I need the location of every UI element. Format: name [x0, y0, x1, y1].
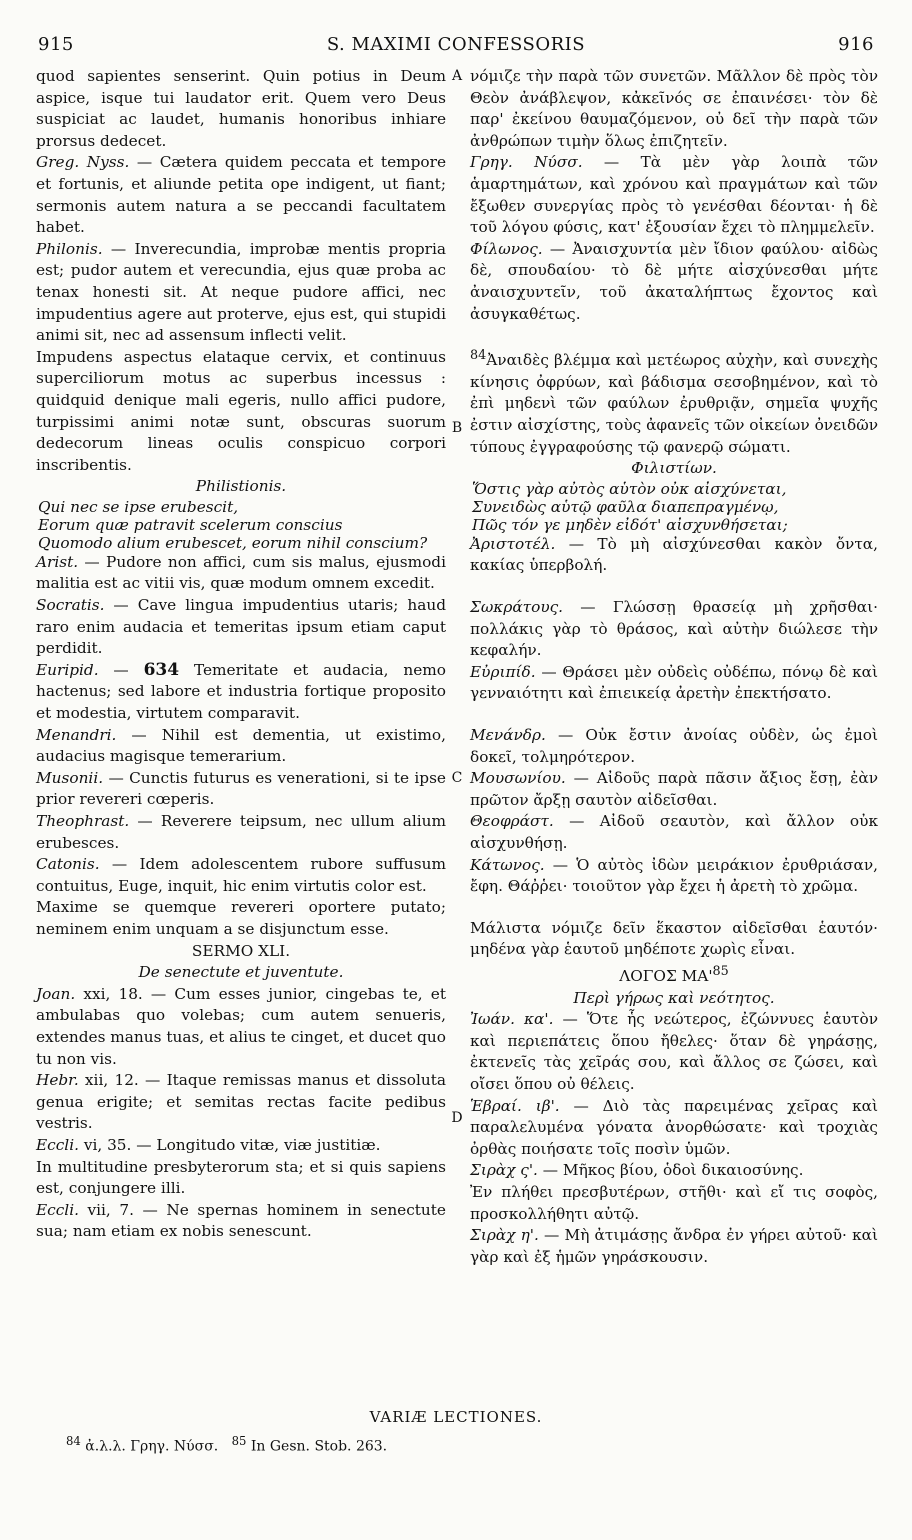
- verse-heading: Philistionis.: [195, 477, 287, 496]
- greek-paragraph: νόμιζε τὴν παρὰ τῶν συνετῶν. Μᾶλλον δὲ πρὸς τὸν Θεὸν ἀνάβλεψον, κἀκεῖνός σε ἐπαινέσει· τὸν δὲ παρ' ἐκείνου θαυμαζόμενον, οὐ δεῖ τὴν παρὰ τῶν ἀνθρώπων τιμὴν ὅλως ἐπιζητεῖν.: [470, 67, 878, 150]
- source-label: Catonis.: [36, 855, 100, 874]
- verse-line: Ὅστις γὰρ αὐτὸς αὑτὸν οὐκ αἰσχύνεται,: [472, 479, 787, 498]
- source-label: Theophrast.: [36, 812, 130, 830]
- latin-paragraph: quod sapientes senserint. Quin potius in Deum aspice, isque tui laudator erit. Quem vero Deus suspiciat ac laudet, humanis honoribus inhiare prorsus dedecet.: [36, 67, 446, 150]
- latin-paragraph: Eccli. vii, 7. — Ne spernas hominem in senectute sua; nam etiam ex nobis senescunt.: [36, 1200, 446, 1241]
- source-label: Euripid.: [36, 660, 99, 679]
- latin-paragraph: Eccli. vi, 35. — Longitudo vitæ, viæ justitiæ.: [36, 1135, 381, 1154]
- latin-paragraph: Arist. — Pudore non affici, cum sis malus, ejusmodi malitia est ac vitii vis, quæ modum omnem excedit.: [36, 552, 446, 593]
- verse-line: Qui nec se ipse erubescit,: [38, 497, 239, 516]
- margin-letter-d: D: [451, 1110, 463, 1126]
- source-label: Joan.: [36, 984, 76, 1003]
- source-label: Greg. Nyss.: [36, 153, 130, 172]
- latin-paragraph: Euripid. — 634 Temeritate et audacia, nemo hactenus; sed labore et industria fortique proposito et modestia, virtutem comparavit.: [36, 659, 446, 723]
- running-title: S. MAXIMI CONFESSORIS: [326, 34, 586, 55]
- verse-line: Συνειδὼς αὑτῷ φαῦλα διαπεπραγμένῳ,: [472, 497, 779, 516]
- source-label: Μενάνδρ.: [470, 725, 546, 744]
- left-page-number: 915: [38, 34, 74, 55]
- source-label: Socratis.: [36, 596, 105, 615]
- source-label: Σιρὰχ η'.: [470, 1226, 539, 1245]
- greek-paragraph: Κάτωνος. — Ὁ αὐτὸς ἰδὼν μειράκιον ἐρυθριάσαν, ἔφη. Θάῤῥει· τοιοῦτον γὰρ ἔχει ἡ ἀρετὴ τὸ χρῶμα.: [470, 855, 878, 896]
- right-page-number: 916: [838, 34, 874, 55]
- latin-paragraph: Catonis. — Idem adolescentem rubore suffusum contuitus, Euge, inquit, hic enim virtutis color est.: [36, 855, 446, 895]
- source-label: Κάτωνος.: [470, 855, 545, 874]
- greek-paragraph: Φίλωνος. — Ἀναισχυντία μὲν ἴδιον φαύλου· αἰδὼς δὲ, σπουδαίου· τὸ δὲ μήτε αἰσχύνεσθαι μήτε ἀναισχυντεῖν, τοῦ ἀκαταλήπτως ἔχοντος καὶ ἀσυγκαθέτως.: [470, 239, 878, 323]
- greek-paragraph: Μενάνδρ. — Οὐκ ἔστιν ἀνοίας οὐδὲν, ὡς ἐμοὶ δοκεῖ, τολμηρότερον.: [470, 725, 878, 766]
- source-label: Ἰωάν. κα'.: [470, 1010, 554, 1029]
- verse-line: Quomodo alium erubescet, eorum nihil conscium?: [38, 533, 428, 552]
- source-label: Εὐριπίδ.: [470, 662, 536, 681]
- logos-subtitle: Περὶ γήρως καὶ νεότητος.: [573, 988, 775, 1007]
- greek-paragraph: Σωκράτους. — Γλώσσῃ θρασείᾳ μὴ χρῆσθαι· πολλάκις γὰρ τὸ θράσος, καὶ αὐτὴν διώλεσε τὴν κεφαλήν.: [470, 597, 878, 660]
- source-label: Arist.: [36, 552, 79, 571]
- source-label: Menandri.: [36, 725, 117, 744]
- verse-line: Eorum quæ patravit scelerum conscius: [38, 515, 343, 534]
- source-label: Hebr.: [36, 1071, 79, 1090]
- footnote-number: 85: [231, 1434, 247, 1448]
- source-label: Θεοφράστ.: [470, 812, 554, 831]
- greek-column: [470, 66, 878, 1268]
- latin-paragraph: Impudens aspectus elataque cervix, et continuus superciliorum motus ac superbus incessus : quidquid denique mali egeris, nullo affici pudore, turpissimi animi notæ sunt, obscuras suorum dedecorum lineas oculis conspicuo corpori inscribentis.: [36, 347, 446, 474]
- latin-paragraph: In multitudine presbyterorum sta; et si quis sapiens est, conjungere illi.: [36, 1157, 446, 1198]
- variae-lectiones-title: VARIÆ LECTIONES.: [369, 1408, 543, 1426]
- greek-paragraph: Θεοφράστ. — Αἰδοῦ σεαυτὸν, καὶ ἄλλον οὐκ αἰσχυνθήσῃ.: [470, 812, 878, 852]
- sermon-subtitle: De senectute et juventute.: [138, 963, 344, 982]
- verse-heading: Φιλιστίων.: [631, 459, 717, 478]
- latin-column: [36, 66, 446, 1243]
- source-label: Γρηγ. Νύσσ.: [470, 153, 583, 172]
- footnote-ref: 84: [470, 348, 487, 364]
- source-label: Σιρὰχ ς'.: [470, 1161, 538, 1180]
- latin-paragraph: Joan. xxi, 18. — Cum esses junior, cingebas te, et ambulabas quo volebas; cum autem senueris, extendes manus tuas, et alius te cinget, et ducet quo tu non vis.: [36, 984, 446, 1068]
- footnote-number: 84: [66, 1434, 81, 1448]
- footnote-line: $^{84}$ ἀ.λ.λ. Γρηγ. Νύσσ. $^{85}$ In Gesn. Stob. 263.: [66, 1434, 388, 1455]
- source-label: Ἑβραί. ιβ'.: [470, 1096, 560, 1115]
- greek-paragraph: Σιρὰχ η'. — Μὴ ἀτιμάσῃς ἄνδρα ἐν γήρει αὐτοῦ· καὶ γὰρ καὶ ἐξ ἡμῶν γηράσκουσιν.: [470, 1226, 878, 1266]
- greek-paragraph: Ἰωάν. κα'. — Ὅτε ἧς νεώτερος, ἐζώννυες ἑαυτὸν καὶ περιεπάτεις ὅπου ἤθελες· ὅταν δὲ γηράσῃς, ἐκτενεῖς τὰς χεῖράς σου, καὶ ἄλλος σε ζώσει, καὶ οἴσει ὅπου οὐ θέλεις.: [470, 1010, 878, 1093]
- latin-paragraph: Theophrast. — Reverere teipsum, nec ullum alium erubesces.: [36, 812, 446, 852]
- latin-paragraph: Maxime se quemque revereri oportere putato; neminem enim unquam a se disjunctum esse.: [36, 898, 446, 938]
- margin-letter-b: B: [451, 420, 463, 436]
- column-number: 634: [143, 659, 180, 680]
- source-label: Musonii.: [36, 768, 104, 787]
- greek-paragraph: Ἐν πλήθει πρεσβυτέρων, στῆθι· καὶ εἴ τις σοφὸς, προσκολλήθητι αὐτῷ.: [470, 1182, 878, 1223]
- sermon-heading: SERMO XLI.: [191, 941, 291, 960]
- page-header: [38, 34, 874, 58]
- greek-paragraph: Ἀριστοτέλ. — Τὸ μὴ αἰσχύνεσθαι κακὸν ὄντα, κακίας ὑπερβολή.: [470, 534, 878, 575]
- source-label: Eccli.: [36, 1200, 79, 1219]
- source-label: Σωκράτους.: [470, 597, 564, 616]
- latin-paragraph: Hebr. xii, 12. — Itaque remissas manus et dissoluta genua erigite; et semitas rectas facite pedibus vestris.: [36, 1071, 446, 1133]
- verse-line: Πῶς τόν γε μηδὲν εἰδότ' αἰσχυνθήσεται;: [472, 515, 788, 534]
- source-label: Μουσωνίου.: [470, 769, 566, 788]
- greek-paragraph: Γρηγ. Νύσσ. — Τὰ μὲν γὰρ λοιπὰ τῶν ἁμαρτημάτων, καὶ χρόνου καὶ πραγμάτων καὶ τῶν ἔξωθεν συνεργίας πρὸς τὸ γενέσθαι δέονται· ἡ δὲ τοῦ λόγου φύσις, κατ' ἐξουσίαν ἔχει τὸ πλημμελεῖν.: [470, 153, 878, 237]
- source-label: Eccli.: [36, 1135, 79, 1154]
- latin-paragraph: Socratis. — Cave lingua impudentius utaris; haud raro enim audacia et temeritas ipsum etiam caput perdidit.: [36, 596, 446, 658]
- source-label: Ἀριστοτέλ.: [470, 534, 556, 553]
- greek-paragraph: Εὐριπίδ. — Θράσει μὲν οὐδεὶς οὐδέπω, πόνῳ δὲ καὶ γενναιότητι καὶ ἐπιεικείᾳ ἀρετὴν ἐπεκτήσατο.: [470, 662, 878, 703]
- greek-paragraph: Ἑβραί. ιβ'. — Διὸ τὰς παρειμένας χεῖρας καὶ παραλελυμένα γόνατα ἀνορθώσατε· καὶ τροχιὰς ὀρθὰς ποιήσατε τοῖς ποσὶν ὑμῶν.: [470, 1096, 878, 1158]
- margin-letter-c: C: [451, 770, 463, 786]
- margin-letter-a: A: [451, 68, 463, 84]
- greek-paragraph: Μάλιστα νόμιζε δεῖν ἕκαστον αἰδεῖσθαι ἑαυτόν· μηδένα γὰρ ἑαυτοῦ μηδέποτε χωρὶς εἶναι.: [470, 918, 878, 959]
- logos-heading: ΛΟΓΟΣ $MA'^{85}$: [619, 963, 729, 985]
- greek-paragraph: $^{84}$Ἀναιδὲς βλέμμα καὶ μετέωρος αὐχὴν, καὶ συνεχὴς κίνησις ὀφρύων, καὶ βάδισμα σεσοβημένον, καὶ τὸ ἐπὶ μηδενὶ τῶν φαύλων ἐρυθριᾷν, σημεῖα ψυχῆς ἐστιν αἰσχίστης, τοὺς ἀφανεῖς τῶν οἰκείων ὀνειδῶν τύπους ἐγγραφούσης τῷ φανερῷ σώματι.: [470, 348, 878, 456]
- latin-paragraph: Greg. Nyss. — Cætera quidem peccata et tempore et fortunis, et aliunde petita ope indigent, ut fiant; sermonis autem natura a se peccandi facultatem habet.: [36, 153, 446, 237]
- source-label: Φίλωνος.: [470, 239, 543, 258]
- latin-paragraph: Menandri. — Nihil est dementia, ut existimo, audacius magisque temerarium.: [36, 725, 446, 766]
- greek-paragraph: Μουσωνίου. — Αἰδοῦς παρὰ πᾶσιν ἄξιος ἔσῃ, ἐὰν πρῶτον ἄρξῃ σαυτὸν αἰδεῖσθαι.: [470, 769, 878, 809]
- latin-paragraph: Philonis. — Inverecundia, improbæ mentis propria est; pudor autem et verecundia, ejus quæ proba ac tenax honesti sit. At neque pudore affici, nec impudentius agere aut proterve, ejus est, qui stupidi animi sit, nec ad assensum inflecti velit.: [36, 239, 446, 345]
- source-label: Philonis.: [36, 239, 103, 258]
- footnotes: [0, 1408, 912, 1455]
- latin-paragraph: Musonii. — Cunctis futurus es venerationi, si te ipse prior revereri cœperis.: [36, 768, 446, 809]
- footnote-ref: 85: [712, 963, 729, 979]
- greek-paragraph: Σιρὰχ ς'. — Μῆκος βίου, ὁδοὶ δικαιοσύνης.: [470, 1161, 804, 1180]
